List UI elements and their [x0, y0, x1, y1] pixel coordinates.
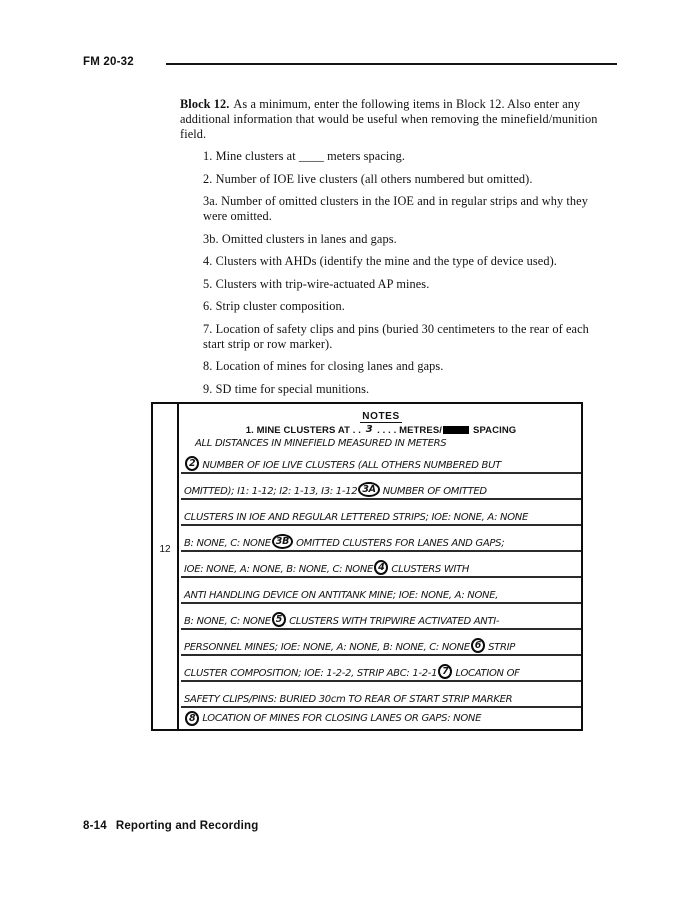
- handwritten-text: PERSONNEL MINES; IOE: NONE, A: NONE, B: NONE, C: NONE: [184, 642, 470, 653]
- handwritten-text: B: NONE, C: NONE: [184, 616, 271, 627]
- block-number-column: [153, 404, 179, 729]
- list-item: 4. Clusters with AHDs (identify the mine and the type of device used).: [203, 254, 557, 268]
- handwritten-note-row: [181, 449, 581, 474]
- circled-item-number: 7: [438, 664, 452, 679]
- handwritten-note-row: [181, 682, 581, 708]
- handwritten-note-row: [181, 500, 581, 526]
- block12-item-list: [180, 149, 612, 397]
- header-rule: [166, 63, 617, 65]
- list-item: 2. Number of IOE live clusters (all others numbered but omitted).: [203, 171, 533, 186]
- handwritten-text: STRIP: [488, 642, 515, 653]
- list-item: 5. Clusters with trip-wire-actuated AP mines.: [203, 276, 430, 291]
- list-item: 8. Location of mines for closing lanes and gaps.: [203, 359, 444, 373]
- notes-area: [181, 404, 581, 729]
- circled-item-number: 4: [374, 560, 388, 575]
- redaction-box: [443, 426, 469, 434]
- circled-item-number: 8: [185, 711, 199, 726]
- handwritten-note-row: [181, 578, 581, 604]
- dotted-blank-left: . .: [352, 425, 361, 436]
- handwritten-text: B: NONE, C: NONE: [184, 538, 271, 549]
- circled-item-number: 5: [272, 612, 286, 627]
- circled-item-number: 2: [185, 456, 199, 471]
- list-item: 1. Mine clusters at ____ meters spacing.: [203, 149, 406, 163]
- handwritten-note-row: [181, 526, 581, 552]
- intro-paragraph: [180, 97, 612, 142]
- page-number: 8-14: [83, 820, 107, 832]
- handwritten-text: CLUSTERS IN IOE AND REGULAR LETTERED STRIPS; IOE: NONE, A: NONE: [184, 512, 528, 523]
- handwritten-text: NUMBER OF OMITTED: [382, 486, 487, 497]
- printed-line-units: METRES/: [399, 425, 443, 436]
- handwritten-text: ANTI HANDLING DEVICE ON ANTITANK MINE; IOE: NONE, A: NONE,: [184, 590, 499, 601]
- circled-item-number: 6: [471, 638, 485, 653]
- handwritten-text: LOCATION OF: [455, 668, 520, 679]
- handwritten-note-row: [181, 708, 581, 729]
- list-item: 6. Strip cluster composition.: [203, 299, 345, 313]
- list-item: 9. SD time for special munitions.: [203, 381, 370, 396]
- handwritten-note-row: [181, 604, 581, 630]
- handwritten-text: NUMBER OF IOE LIVE CLUSTERS (ALL OTHERS NUMBERED BUT: [202, 460, 501, 471]
- notes-title: NOTES: [362, 411, 400, 422]
- dotted-blank-right: . . . .: [377, 425, 397, 436]
- notes-rows: [181, 449, 581, 729]
- notes-form: [151, 402, 583, 731]
- handwritten-text: CLUSTER COMPOSITION; IOE: 1-2-2, STRIP ABC: 1-2-1: [184, 668, 438, 679]
- handwritten-note-row: [181, 656, 581, 682]
- list-item: 3b. Omitted clusters in lanes and gaps.: [203, 231, 397, 246]
- handwritten-note-row: [181, 474, 581, 500]
- handwritten-text: LOCATION OF MINES FOR CLOSING LANES OR GAPS: NONE: [202, 712, 482, 724]
- handwritten-note-row: [181, 552, 581, 578]
- list-item: 3a. Number of omitted clusters in the IOE and in regular strips and why they were omitted.: [203, 194, 588, 223]
- circled-item-number: 3A: [358, 482, 379, 497]
- block-number: 12: [159, 544, 171, 555]
- intro-lead: Block 12.: [180, 97, 230, 111]
- intro-text: As a minimum, enter the following items in Block 12. Also enter any additional information that would be useful when removing the minefield/munition field.: [180, 97, 598, 141]
- circled-item-number: 3B: [272, 534, 293, 549]
- handwritten-header-note: ALL DISTANCES IN MINEFIELD MEASURED IN METERS: [195, 438, 447, 449]
- handwritten-text: SAFETY CLIPS/PINS: BURIED 30cm TO REAR OF START STRIP MARKER: [184, 694, 513, 705]
- printed-line-suffix: SPACING: [473, 425, 517, 436]
- doc-id: FM 20-32: [83, 56, 134, 68]
- handwritten-text: CLUSTERS WITH TRIPWIRE ACTIVATED ANTI-: [289, 616, 500, 627]
- printed-spacing-line: 1. MINE CLUSTERS AT . . 3 . . . . METRES/ SPACING: [245, 424, 517, 436]
- handwritten-text: CLUSTERS WITH: [391, 564, 470, 575]
- footer-section-title: Reporting and Recording: [115, 820, 259, 832]
- list-item: 7. Location of safety clips and pins (buried 30 centimeters to the rear of each start strip or row marker).: [203, 321, 589, 351]
- block12-instructions: [180, 97, 612, 404]
- handwritten-note-row: [181, 630, 581, 656]
- printed-line-prefix: 1. MINE CLUSTERS AT: [245, 425, 350, 436]
- page-footer: [83, 820, 258, 832]
- notes-header: [181, 404, 581, 449]
- handwritten-text: OMITTED); I1: 1-12; I2: 1-13, I3: 1-12: [184, 486, 358, 497]
- handwritten-text: IOE: NONE, A: NONE, B: NONE, C: NONE: [184, 564, 374, 575]
- handwritten-text: OMITTED CLUSTERS FOR LANES AND GAPS;: [296, 538, 505, 549]
